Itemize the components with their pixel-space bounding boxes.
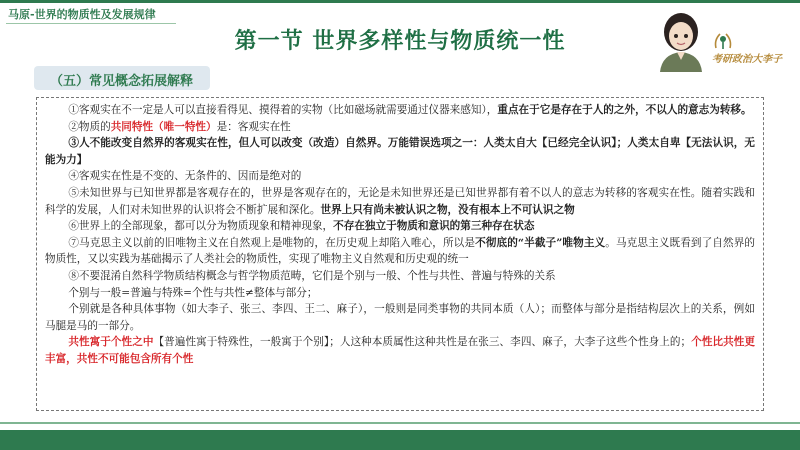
paragraph-11 xyxy=(45,334,755,367)
laurel-logo-icon xyxy=(712,30,734,52)
brand-name: 考研政治大李子 xyxy=(712,54,782,65)
p11-red-tail: 个性比共性更丰富，共性不可能包含所有个性 xyxy=(45,336,756,365)
page-title: 第一节 世界多样性与物质统一性 xyxy=(234,28,566,54)
section-label: （五）常见概念拓展解释 xyxy=(50,74,194,89)
p6-text: ⑥世界上的全部现象，都可以分为物质现象和精神现象， xyxy=(68,220,334,233)
p11-red-lead: 共性寓于个性之中 xyxy=(68,336,154,349)
p7-bold: 不彻底的“半截子”唯物主义 xyxy=(475,236,606,249)
paragraph-10 xyxy=(45,301,755,334)
course-label: 马原-世界的物质性及发展规律 xyxy=(8,8,156,21)
p1-bold: 重点在于它是存在于人的之外，不以人的意志为转移。 xyxy=(497,104,752,116)
p7-tail: 。马克思主义既看到了自然界的物质性，又以实践为基础揭示了人类社会的物质性，实现了唯物主义自然观和历史观的统一 xyxy=(45,236,756,266)
avatar xyxy=(650,6,712,72)
p2-tail: 是：客观实在性 xyxy=(216,120,291,133)
p9-text: 个别与一般=普遍与特殊=个性与共性≠整体与部分； xyxy=(68,286,318,299)
paragraph-1 xyxy=(45,102,755,119)
p3-text: ③人不能改变自然界的客观实在性，但人可以改变（改造）自然界。万能错误选项之一：人类太自大【已经完全认识】；人类太自卑【无法认识，无能为力】 xyxy=(45,137,755,166)
top-accent-bar xyxy=(0,0,800,3)
paragraph-8 xyxy=(45,268,755,285)
p10-text: 个别就是各种具体事物（如大李子、张三、李四、王二、麻子），一般则是同类事物的共同本质（人）；而整体与部分是指结构层次上的关系，例如马腿是马的一部分。 xyxy=(45,303,755,332)
p4-text: ④客观实在性是不变的、无条件的、因而是绝对的 xyxy=(68,170,302,183)
paragraph-7 xyxy=(45,235,755,268)
footer-strip xyxy=(0,422,800,424)
p5-text: ⑤未知世界与已知世界都是客观存在的，世界是客观存在的，无论是未知世界还是已知世界都有着不以人的意志为转移的客观实在性。随着实践和科学的发展，人们对未知世界的认识将会不断扩展和深化。 xyxy=(45,186,755,216)
p8-text: ⑧不要混淆自然科学物质结构概念与哲学物质范畴，它们是个别与一般、个性与共性、普遍与特殊的关系 xyxy=(68,269,556,282)
p1-text: ①客观实在不一定是人可以直接看得见、摸得着的实物（比如磁场就需要通过仪器来感知）， xyxy=(68,104,498,116)
paragraph-9 xyxy=(45,285,755,302)
p5-bold: 世界上只有尚未被认识之物，没有根本上不可认识之物 xyxy=(320,203,575,216)
footer-bar xyxy=(0,430,800,450)
paragraph-4 xyxy=(45,168,755,185)
p7-text: ⑦马克思主义以前的旧唯物主义在自然观上是唯物的，在历史观上却陷入唯心，所以是 xyxy=(68,236,476,249)
paragraph-3 xyxy=(45,135,755,168)
paragraph-2 xyxy=(45,119,755,136)
paragraph-5 xyxy=(45,185,755,218)
p2-text: ②物质的 xyxy=(68,120,111,133)
p2-red: 共同特性（唯一特性） xyxy=(110,120,217,133)
p11-text: 【普遍性寓于特殊性，一般寓于个别】；人这种本质属性这种共性是在张三、李四、麻子，大李子这些个性身上的； xyxy=(153,336,692,349)
paragraph-6 xyxy=(45,218,755,235)
content-box xyxy=(36,97,764,411)
p6-bold: 不存在独立于物质和意识的第三种存在状态 xyxy=(333,220,535,233)
